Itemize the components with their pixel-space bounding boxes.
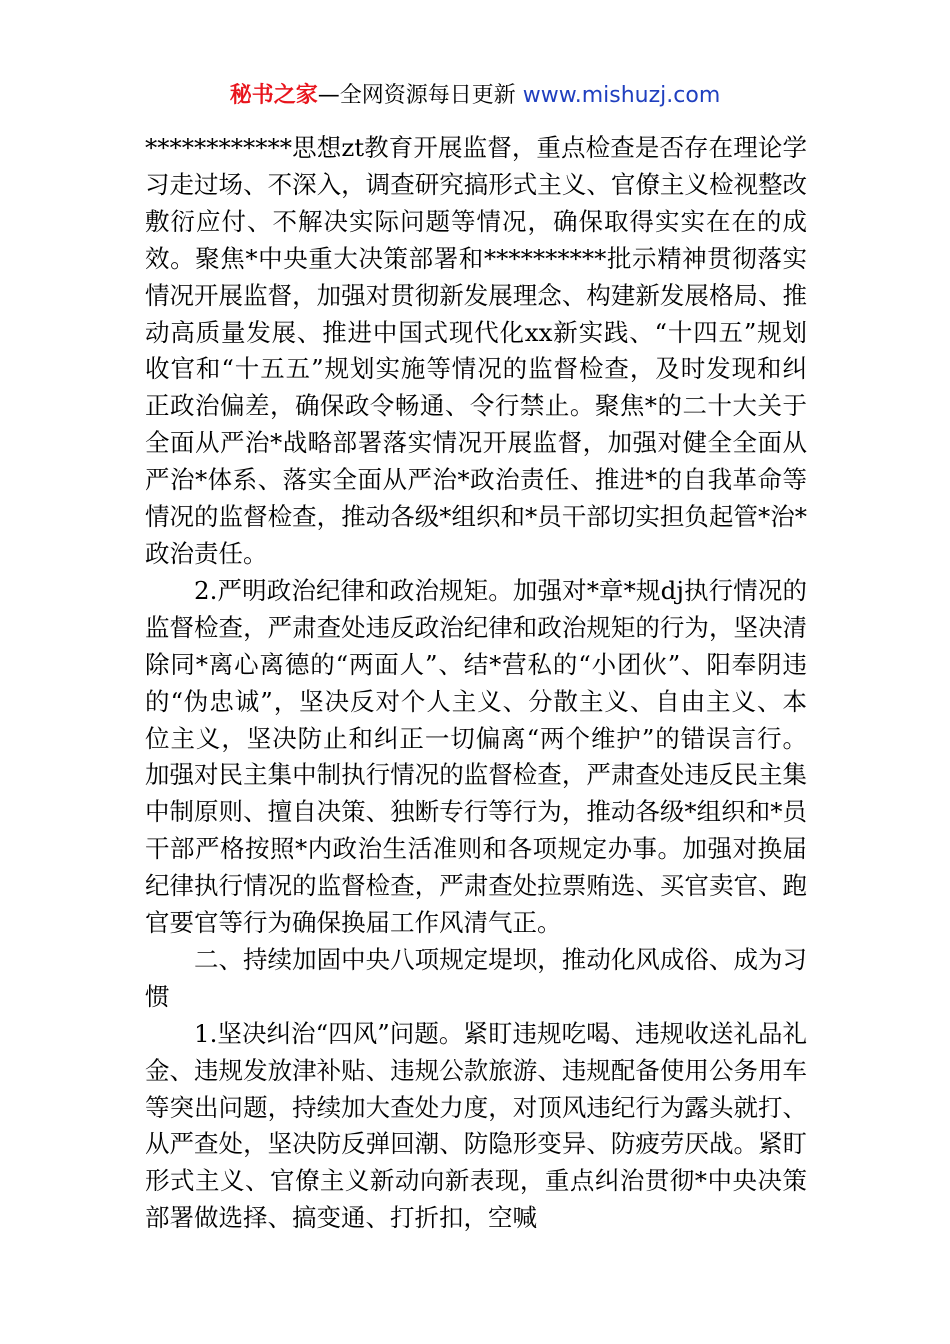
- section-heading: 二、持续加固中央八项规定堤坝，推动化风成俗、成为习惯: [145, 944, 807, 1011]
- site-tagline: —全网资源每日更新: [317, 83, 523, 108]
- site-url[interactable]: www.mishuzj.com: [522, 83, 721, 108]
- site-header: [0, 80, 950, 112]
- paragraph-3: 1.坚决纠治“四风”问题。紧盯违规吃喝、违规收送礼品礼金、违规发放津补贴、违规公款旅游、违规配备使用公务用车等突出问题，持续加大查处力度，对顶风违纪行为露头就打、从严查处，坚决防反弹回潮、防隐形变异、防疲劳厌战。紧盯形式主义、官僚主义新动向新表现，重点纠治贯彻*中央决策部署做选择、搞变通、打折扣，空喊: [145, 1018, 807, 1233]
- paragraph-2: 2.严明政治纪律和政治规矩。加强对*章*规dj执行情况的监督检查，严肃查处违反政治纪律和政治规矩的行为，坚决清除同*离心离德的“两面人”、结*营私的“小团伙”、阳奉阴违的“伪忠诚”，坚决反对个人主义、分散主义、自由主义、本位主义，坚决防止和纠正一切偏离“两个维护”的错误言行。加强对民主集中制执行情况的监督检查，严肃查处违反民主集中制原则、擅自决策、独断专行等行为，推动各级*组织和*员干部严格按照*内政治生活准则和各项规定办事。加强对换届纪律执行情况的监督检查，严肃查处拉票贿选、买官卖官、跑官要官等行为确保换届工作风清气正。: [145, 575, 807, 938]
- paragraph-1: ************思想zt教育开展监督，重点检查是否存在理论学习走过场、不深入，调查研究搞形式主义、官僚主义检视整改敷衍应付、不解决实际问题等情况，确保取得实实在在的成效。聚焦*中央重大决策部署和**********批示精神贯彻落实情况开展监督，加强对贯彻新发展理念、构建新发展格局、推动高质量发展、推进中国式现代化xx新实践、“十四五”规划收官和“十五五”规划实施等情况的监督检查，及时发现和纠正政治偏差，确保政令畅通、令行禁止。聚焦*的二十大关于全面从严治*战略部署落实情况开展监督，加强对健全全面从严治*体系、落实全面从严治*政治责任、推进*的自我革命等情况的监督检查，推动各级*组织和*员干部切实担负起管*治*政治责任。: [145, 133, 807, 568]
- document-body: [145, 130, 807, 1237]
- site-brand: 秘书之家: [229, 83, 318, 108]
